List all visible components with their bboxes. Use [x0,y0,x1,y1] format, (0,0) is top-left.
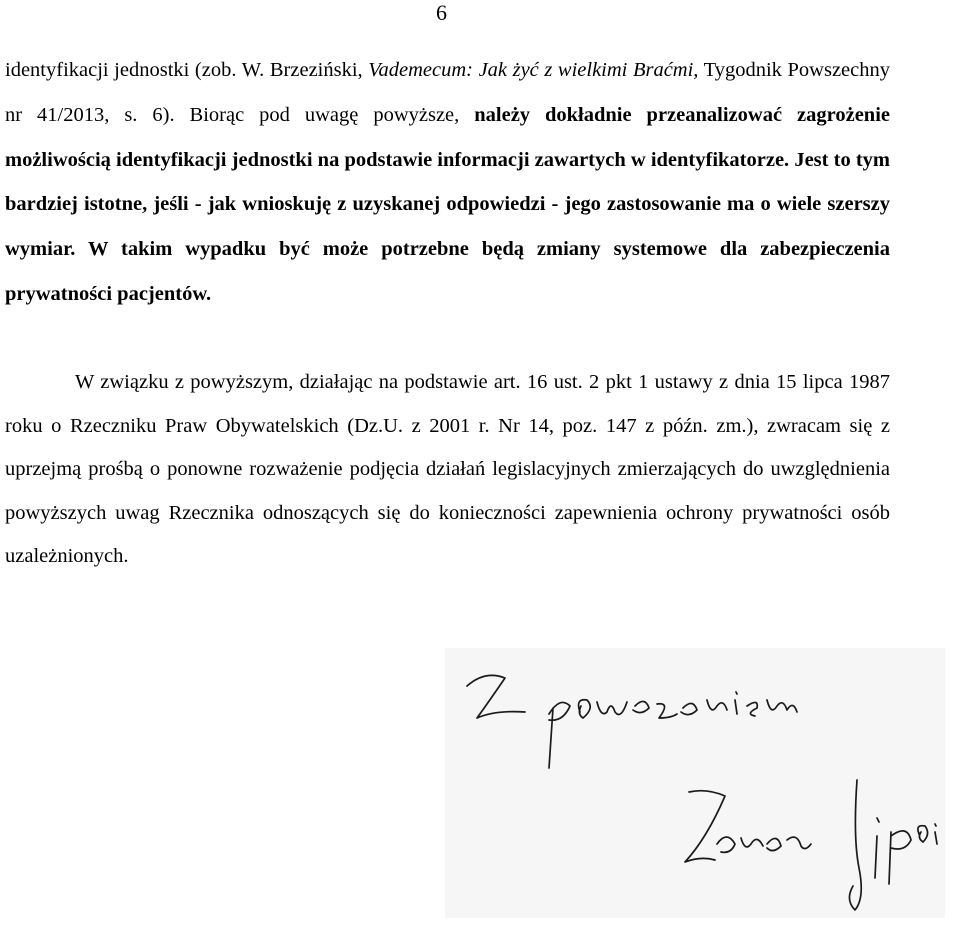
paragraph-1-segment: Tygodnik Powszechny nr 41/2013, s. 6). Biorąc pod uwagę powyższe, [5,59,891,126]
signature-first-name [685,791,811,862]
paragraph-2-text: W związku z powyższym, działając na podstawie art. 16 ust. 2 pkt 1 ustawy z dnia 15 lipca 1987 roku o Rzeczniku Praw Obywatelskich (Dz.U. z 2001 r. Nr 14, poz. 147 z późn. zm.), zwracam się z uprzejmą prośbą o ponowne rozważenie podjęcia działań legislacyjnych zmierzających do uwzględnienia powyższych uwag Rzecznika odnoszących się do konieczności zapewnienia ochrony prywatności osób uzależnionych. [5,371,890,568]
paragraph-2 [5,361,890,579]
paragraph-1-segment-italic: Vademecum: Jak żyć z wielkimi Braćmi, [368,59,699,81]
paragraph-1-segment: identyfikacji jednostki (zob. W. Brzeziński, [5,59,369,81]
signature-image [445,648,945,918]
paragraph-1 [5,48,890,317]
handwritten-signature [445,648,945,918]
paragraph-1-segment-bold: należy dokładnie przeanalizować zagrożenie możliwością identyfikacji jednostki na podstawie informacji zawartych w identyfikatorze. Jest to tym bardziej istotne, jeśli - jak wnioskuję z uzyskanej odpowiedzi - jego zastosowanie ma o wiele szerszy wymiar. W takim wypadku być może potrzebne będą zmiany systemowe dla zabezpieczenia prywatności pacjentów. [5,103,890,305]
page-number: 6 [436,0,447,25]
signature-closing-word [549,692,797,768]
signature-closing-z [467,675,525,718]
signature-last-name [849,780,937,910]
